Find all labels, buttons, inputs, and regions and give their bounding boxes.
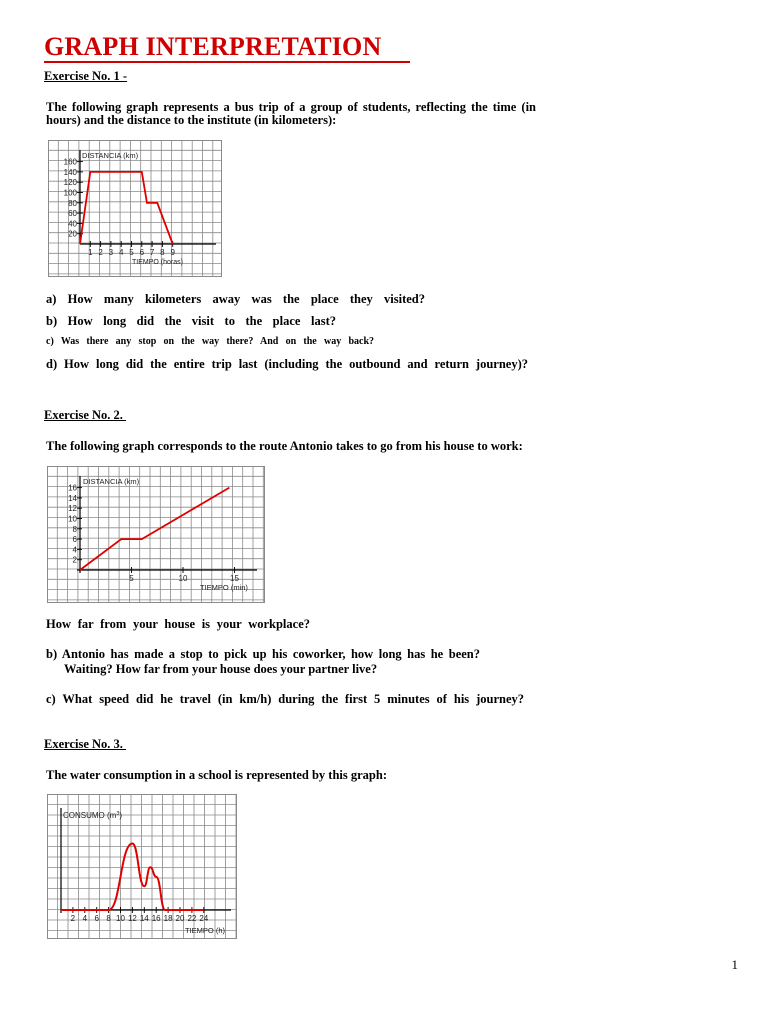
exercise1-x-tick: 9 (170, 248, 175, 257)
exercise2-heading: Exercise No. 2. (44, 408, 127, 422)
exercise2-y-tick: 8 (72, 524, 77, 534)
exercise2-intro: The following graph corresponds to the route Antonio takes to go from his house to work: (46, 439, 523, 453)
exercise1-y-tick: 80 (68, 198, 77, 208)
exercise1-intro-line2: hours) and the distance to the institute (in kilometers): (46, 113, 337, 127)
exercise2-x-tick: 5 (129, 574, 134, 583)
page-number: 1 (731, 957, 738, 972)
exercise2-y-tick: 14 (68, 493, 77, 503)
exercise1-question-c: c) Was there any stop on the way there? And on the way back? (46, 336, 374, 347)
exercise1-x-tick: 5 (129, 248, 134, 257)
exercise1-x-tick: 8 (160, 248, 165, 257)
exercise1-x-tick: 7 (149, 248, 155, 257)
exercise3-x-tick: 12 (127, 914, 137, 923)
exercise1-y-tick: 120 (63, 178, 77, 188)
exercise2-y-tick: 12 (68, 504, 77, 514)
exercise3-x-tick: 20 (175, 914, 185, 923)
exercise3-heading: Exercise No. 3. (44, 737, 127, 751)
exercise3-intro: The water consumption in a school is represented by this graph: (46, 768, 388, 782)
exercise3-x-tick: 24 (199, 914, 209, 923)
exercise3-graph (47, 794, 237, 939)
exercise3-x-tick: 22 (187, 914, 197, 923)
exercise2-question-b-line1: b) Antonio has made a stop to pick up his coworker, how long has he been? (46, 647, 480, 661)
exercise2-y-tick: 6 (72, 535, 77, 545)
exercise2-y-tick: 2 (72, 555, 77, 565)
exercise1-question-a: a) How many kilometers away was the place they visited? (46, 292, 425, 306)
exercise1-y-tick: 20 (68, 229, 77, 239)
exercise1-y-tick: 40 (68, 219, 77, 229)
exercise3-x-tick: 10 (116, 914, 125, 923)
exercise1-y-tick: 140 (63, 167, 77, 177)
exercise3-x-tick: 6 (94, 914, 99, 923)
exercise2-question-b-line2: Waiting? How far from your house does your partner live? (64, 662, 378, 676)
exercise2-graph (47, 466, 265, 603)
exercise2-y-tick: 16 (68, 483, 77, 493)
exercise2-y-axis-label: DISTANCIA (km) (83, 477, 140, 486)
exercise1-y-tick: 60 (68, 209, 77, 219)
exercise1-x-tick: 6 (139, 248, 145, 257)
page-title: GRAPH INTERPRETATION (44, 32, 382, 61)
exercise2-question-a: How far from your house is your workplace? (46, 617, 310, 631)
title-underline (44, 61, 410, 63)
exercise3-x-tick: 8 (106, 914, 111, 923)
exercise3-x-tick: 2 (70, 914, 76, 923)
exercise1-question-b: b) How long did the visit to the place last? (46, 314, 336, 328)
exercise1-x-tick: 2 (98, 248, 103, 257)
exercise1-heading: Exercise No. 1 - (44, 69, 128, 83)
exercise1-intro-line1: The following graph represents a bus trip of a group of students, reflecting the time (in (46, 100, 536, 114)
exercise3-x-tick: 4 (82, 914, 88, 923)
exercise3-x-tick: 16 (151, 914, 161, 923)
exercise1-x-tick: 3 (108, 248, 114, 257)
exercise3-x-tick: 18 (163, 914, 173, 923)
exercise1-question-d: d) How long did the entire trip last (including the outbound and return journey)? (46, 357, 528, 371)
exercise1-y-axis-label: DISTANCIA (km) (82, 151, 139, 160)
exercise1-y-tick: 100 (63, 188, 77, 198)
exercise2-x-tick: 10 (178, 574, 188, 583)
exercise2-y-tick: 10 (68, 514, 77, 524)
exercise1-x-axis-label: TIEMPO (horas) (132, 259, 183, 266)
exercise3-y-axis-label: CONSUMO $(m^3)$ (63, 811, 123, 820)
exercise2-y-tick: 4 (72, 545, 77, 555)
exercise1-x-tick: 4 (118, 248, 124, 257)
exercise3-x-tick: 14 (139, 914, 149, 923)
exercise2-x-tick: 15 (230, 574, 239, 583)
exercise1-graph (48, 140, 222, 277)
exercise2-question-c: c) What speed did he travel (in km/h) during the first 5 minutes of his journey? (46, 692, 524, 706)
exercise2-x-axis-label: TIEMPO (min) (200, 583, 248, 592)
exercise1-x-tick: 1 (88, 248, 93, 257)
exercise1-y-tick: 160 (63, 157, 77, 167)
exercise3-x-axis-label: TIEMPO (h) (185, 926, 226, 935)
